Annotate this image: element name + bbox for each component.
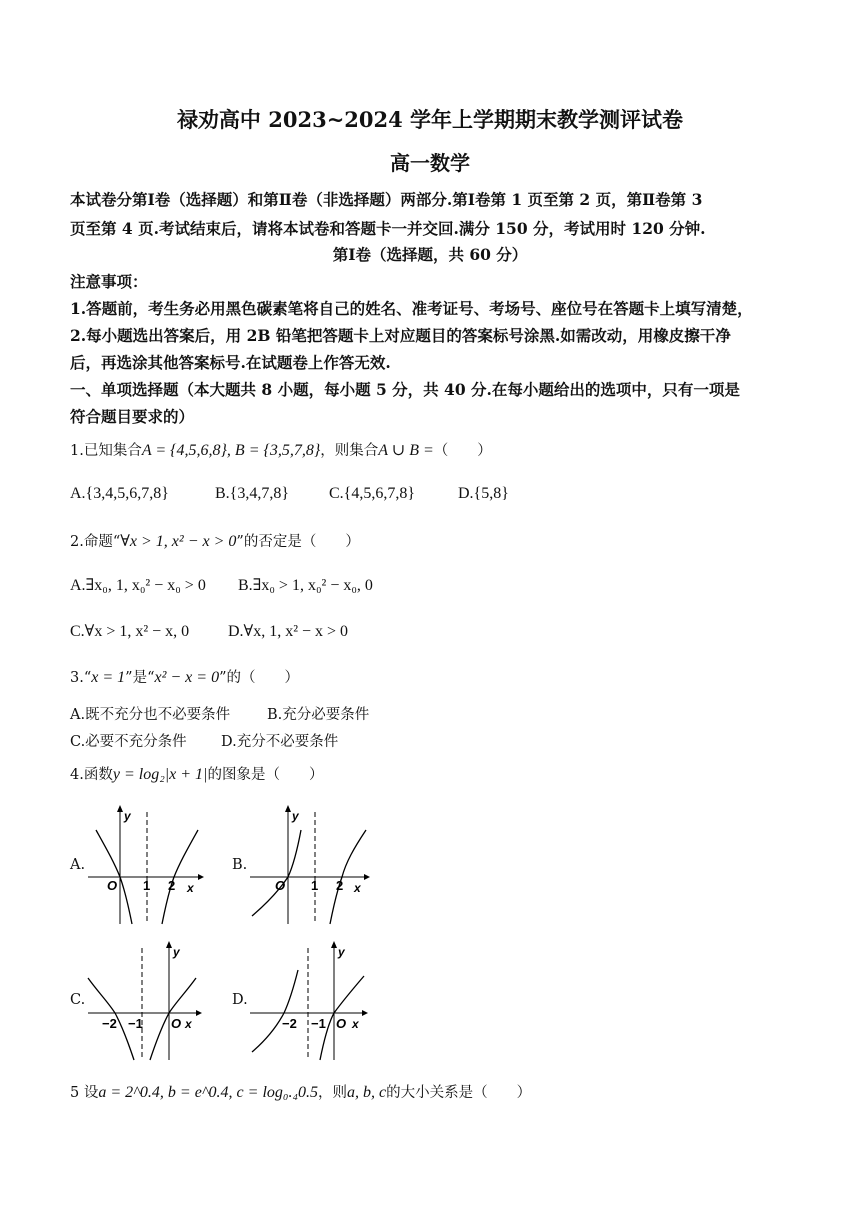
graph-c-y-label: y	[173, 945, 180, 959]
graph-a-tick-2: 2	[168, 878, 176, 893]
graph-c-origin: O	[171, 1016, 182, 1031]
intro-line-1: 本试卷分第Ⅰ卷（选择题）和第Ⅱ卷（非选择题）两部分.第Ⅰ卷第 1 页至第 2 页，第Ⅱ卷第 3	[70, 190, 703, 209]
q3-text-3: ”的（ ）	[219, 670, 299, 686]
graph-c-tick-minus-2: −2	[102, 1016, 117, 1031]
q5-vars: a, b, c	[347, 1084, 387, 1101]
graph-a[interactable]	[84, 800, 204, 926]
section-title: 第Ⅰ卷（选择题，共 60 分）	[332, 245, 528, 264]
notice-item-1: 1.答题前，考生务必用黑色碳素笔将自己的姓名、准考证号、考场号、座位号在答题卡上填写清楚，	[70, 299, 753, 318]
graph-a-y-label: y	[124, 809, 131, 823]
graph-b-origin: O	[275, 878, 286, 893]
question-4	[70, 763, 323, 784]
part1-heading-line-2: 符合题目要求的）	[70, 407, 195, 426]
q3-option-b[interactable]: B.充分必要条件	[267, 707, 370, 723]
q3-option-c[interactable]: C.必要不充分条件	[70, 734, 187, 750]
graph-c-tick-minus-1: −1	[128, 1016, 143, 1031]
graph-b-y-label: y	[292, 809, 299, 823]
q2-prefix: 2.命题“	[70, 534, 121, 550]
q2-option-d[interactable]: D.∀x, 1, x² − x > 0	[228, 623, 349, 640]
q1-paren: （ ）	[433, 443, 492, 459]
q5-suffix: 的大小关系是（ ）	[386, 1085, 532, 1101]
graph-a-label[interactable]: A.	[70, 857, 86, 873]
q2-option-a[interactable]: A.∃x₀, 1, x₀² − x₀ > 0	[70, 577, 206, 594]
q4-expr: y = log₂|x + 1|	[112, 766, 208, 783]
question-3	[70, 666, 299, 687]
q5-expr: a = 2^0.4, b = e^0.4, c = log₀.₄0.5	[98, 1084, 319, 1101]
graph-d-tick-minus-1: −1	[311, 1016, 326, 1031]
graph-c[interactable]	[84, 936, 204, 1062]
q2-suffix: ”的否定是（ ）	[236, 534, 360, 550]
notice-heading: 注意事项：	[70, 272, 148, 291]
graph-a-tick-1: 1	[143, 878, 151, 893]
part1-heading-line-1: 一、单项选择题（本大题共 8 小题，每小题 5 分，共 40 分.在每小题给出的选项中，只有一项是	[70, 380, 740, 399]
graph-b-x-label: x	[354, 881, 361, 895]
exam-subtitle: 高一数学	[390, 151, 470, 175]
graph-b-label[interactable]: B.	[232, 857, 248, 873]
intro-line-2: 页至第 4 页.考试结束后，请将本试卷和答题卡一并交回.满分 150 分，考试用时 120 分钟.	[70, 219, 706, 238]
notice-item-2b: 后，再选涂其他答案标号.在试题卷上作答无效.	[70, 353, 391, 372]
notice-item-2a: 2.每小题选出答案后，用 2B 铅笔把答题卡上对应题目的答案标号涂黑.如需改动，用橡皮擦干净	[70, 326, 731, 345]
graph-d-label[interactable]: D.	[232, 992, 248, 1008]
graph-c-x-label: x	[185, 1017, 192, 1031]
q1-sets: A = {4,5,6,8}, B = {3,5,7,8}	[141, 442, 321, 459]
graph-d[interactable]	[246, 936, 370, 1062]
q1-option-d[interactable]: D.{5,8}	[458, 485, 509, 502]
q3-expr-1: x = 1	[91, 669, 126, 686]
q1-option-c[interactable]: C.{4,5,6,7,8}	[329, 485, 416, 502]
q2-expr: ∀x > 1, x² − x > 0	[120, 533, 237, 550]
graph-a-origin: O	[107, 878, 118, 893]
graph-d-y-label: y	[338, 945, 345, 959]
graph-a-x-label: x	[187, 881, 194, 895]
q3-text-1: 3.“	[70, 670, 92, 686]
q3-expr-2: x² − x = 0	[154, 669, 220, 686]
question-2	[70, 530, 360, 551]
exam-title: 禄劝高中 2023~2024 学年上学期期末教学测评试卷	[176, 107, 684, 132]
q3-option-a[interactable]: A.既不充分也不必要条件	[70, 707, 231, 723]
graph-c-label[interactable]: C.	[70, 992, 86, 1008]
graph-d-tick-minus-2: −2	[282, 1016, 297, 1031]
graph-d-origin: O	[336, 1016, 347, 1031]
graph-b-tick-2: 2	[336, 878, 344, 893]
q5-mid: ，则	[318, 1085, 348, 1101]
q2-option-c[interactable]: C.∀x > 1, x² − x, 0	[70, 623, 190, 640]
question-5	[70, 1081, 531, 1102]
question-1	[70, 439, 492, 460]
q1-union: A ∪ B =	[378, 442, 434, 459]
q1-option-b[interactable]: B.{3,4,7,8}	[215, 485, 290, 502]
q1-option-a[interactable]: A.{3,4,5,6,7,8}	[70, 485, 169, 502]
q3-text-2: ”是“	[125, 670, 155, 686]
graph-b-tick-1: 1	[311, 878, 319, 893]
graph-b[interactable]	[246, 800, 370, 926]
q4-suffix: 的图象是（ ）	[207, 767, 324, 783]
q4-prefix: 4.函数	[70, 767, 113, 783]
q5-prefix: 5 设	[70, 1085, 99, 1101]
q3-option-d[interactable]: D.充分不必要条件	[221, 734, 339, 750]
q2-option-b[interactable]: B.∃x₀ > 1, x₀² − x₀, 0	[238, 577, 373, 594]
graph-d-x-label: x	[352, 1017, 359, 1031]
q1-mid: ，则集合	[320, 443, 379, 459]
q1-prefix: 1.已知集合	[70, 443, 142, 459]
